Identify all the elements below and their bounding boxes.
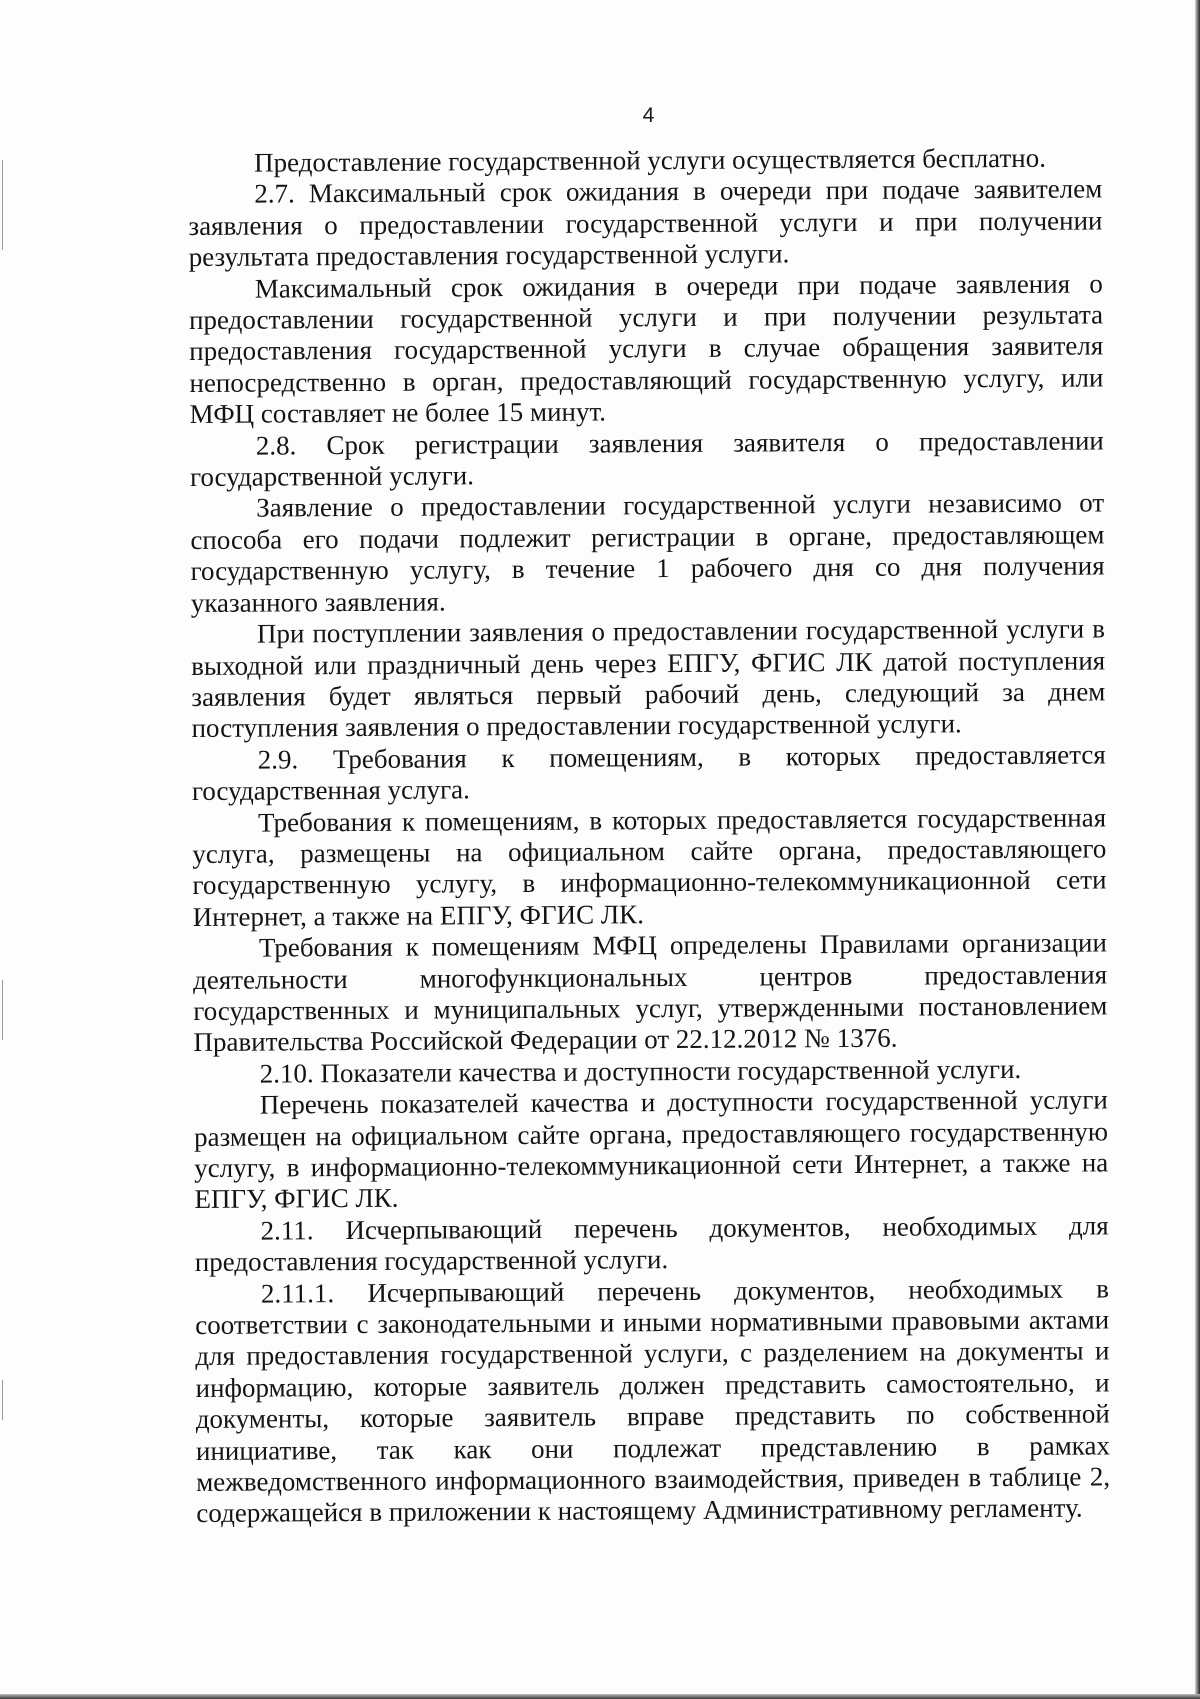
paragraph-2-9-body: Требования к помещениям, в которых предоставляется государственная услуга, размещены на официальном сайте органа, предоставляющего государственную услугу, в информационно-телекоммуникационной сети Интернет, а также на ЕПГУ, ФГИС ЛК. xyxy=(192,801,1107,932)
paragraph-2-10-heading: 2.10. Показатели качества и доступности государственной услуги. xyxy=(259,1053,1022,1089)
scan-edge-mark xyxy=(2,1380,3,1420)
paragraph-2-8-body: Заявление о предоставлении государственной услуги независимо от способа его подачи подлежит регистрации в органе, предоставляющем государственную услугу, в течение 1 рабочего дня со дня получения указанного заявления. xyxy=(190,487,1105,618)
paragraph-fee: Предоставление государственной услуги осуществляется бесплатно. xyxy=(253,142,1047,178)
page-number: 4 xyxy=(642,104,655,127)
scan-edge-mark xyxy=(2,160,3,250)
paragraph-2-7-body: Максимальный срок ожидания в очереди при подаче заявления о предоставлении государственной услуги и при получении результата предоставления государственной услуги в случае обращения заявителя непосредственно в орган, предоставляющий государственную услугу, или МФЦ составляет не более 15 минут. xyxy=(188,268,1104,430)
scan-right-edge xyxy=(1195,0,1200,1699)
paragraph-2-9-mfc: Требования к помещениям МФЦ определены Правилами организации деятельности многофункциональных центров предоставления государственных и муниципальных услуг, утвержденными постановлением Правительства Российской Федерации от 22.12.2012 № 1376. xyxy=(192,927,1108,1058)
paragraph-2-8-holiday: При поступлении заявления о предоставлении государственной услуги в выходной или праздничный день через ЕПГУ, ФГИС ЛК датой поступления заявления будет являться первый рабочий день, следующий за днем поступления заявления о предоставлении государственной услуги. xyxy=(191,613,1106,744)
paragraph-2-10-body: Перечень показателей качества и доступности государственной услуги размещен на официальном сайте органа, предоставляющего государственную услугу, в информационно-телекоммуникационной сети Интернет, а также на ЕПГУ, ФГИС ЛК. xyxy=(193,1084,1109,1215)
paragraph-2-7-heading: 2.7. Максимальный срок ожидания в очереди при подаче заявителем заявления о предоставлении государственной услуги и при получении результата предоставления государственной услуги. xyxy=(188,173,1103,273)
paragraph-2-11-1-body: 2.11.1. Исчерпывающий перечень документов, необходимых в соответствии с законодательными и иными нормативными правовыми актами для предоставления государственной услуги, с разделением на документы и информацию, которые заявитель должен представить самостоятельно, и документы, которые заявитель вправе представить по собственной инициативе, так как они подлежат представлению в рамках межведомственного информационного взаимодействия, приведен в таблице 2, содержащейся в приложении к настоящему Административному регламенту. xyxy=(195,1273,1111,1529)
scan-bottom-edge xyxy=(0,1694,1200,1699)
scan-edge-mark xyxy=(2,980,3,1040)
paragraph-2-9-heading: 2.9. Требования к помещениям, в которых предоставляется государственная услуга. xyxy=(191,739,1106,807)
document-body xyxy=(188,142,1110,1529)
paragraph-2-11-heading: 2.11. Исчерпывающий перечень документов, необходимых для предоставления государственной услуги. xyxy=(194,1210,1109,1278)
paragraph-2-8-heading: 2.8. Срок регистрации заявления заявителя о предоставлении государственной услуги. xyxy=(189,425,1104,493)
